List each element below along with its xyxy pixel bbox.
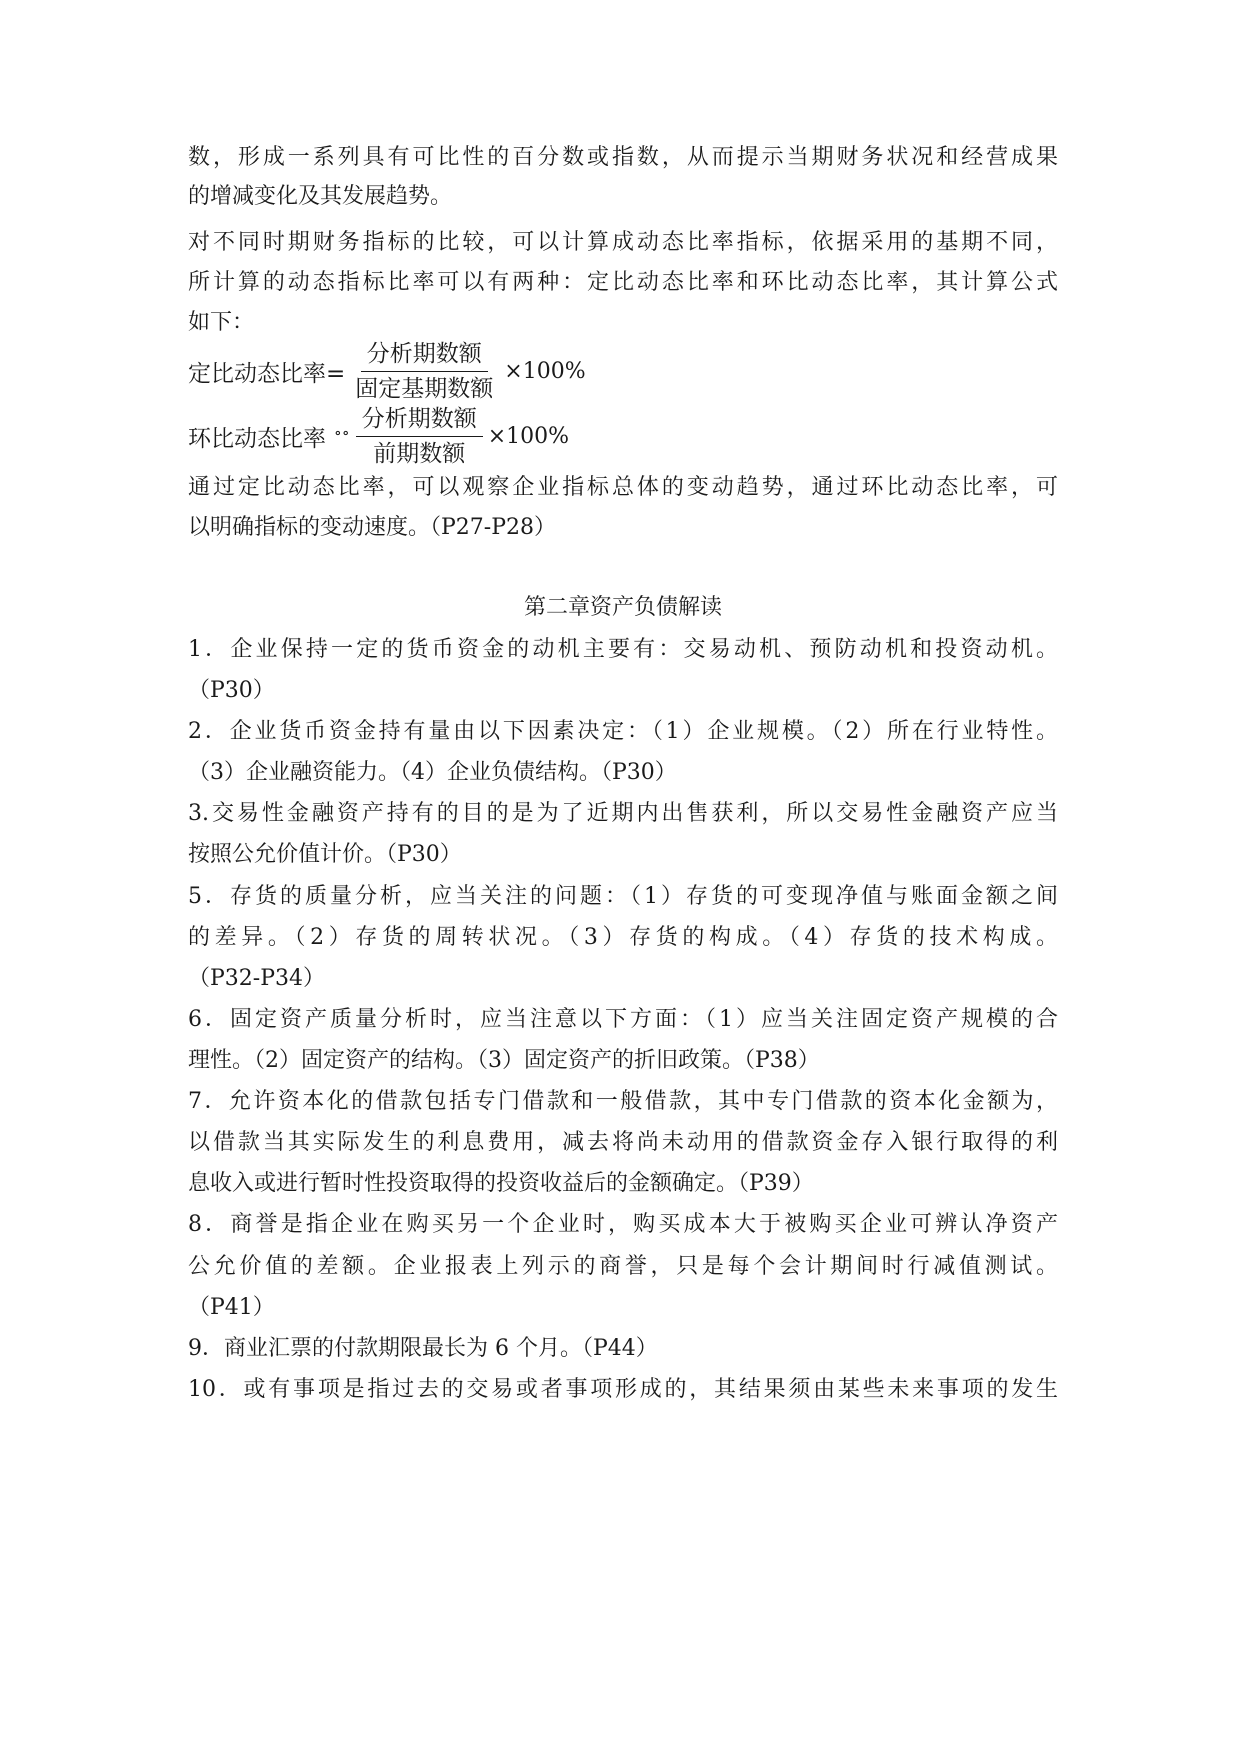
formula-fraction [356,405,483,468]
paragraph-line: 数，形成一系列具有可比性的百分数或指数，从而提示当期财务状况和经营成果 [188,145,1058,170]
list-line: 8．商誉是指企业在购买另一个企业时，购买成本大于被购买企业可辨认净资产 [188,1212,1058,1237]
list-line: 6．固定资产质量分析时，应当注意以下方面：（1）应当关注固定资产规模的合 [188,1007,1058,1032]
list-line: 9．商业汇票的付款期限最长为 6 个月。（P44） [188,1336,658,1361]
paragraph-line: 以明确指标的变动速度。（P27-P28） [188,515,557,540]
chapter-title: 第二章资产负债解读 [523,595,722,620]
list-line: 5．存货的质量分析，应当关注的问题：（1）存货的可变现净值与账面金额之间 [188,884,1058,909]
formula-glyph: ∘∘ [334,422,350,442]
formula-numerator: 分析期数额 [361,340,488,372]
list-line: 10．或有事项是指过去的交易或者事项形成的，其结果须由某些未来事项的发生 [188,1377,1058,1402]
list-line: （3）企业融资能力。（4）企业负债结构。（P30） [188,760,677,785]
list-line: （P32-P34） [188,966,326,991]
paragraph-line: 通过定比动态比率，可以观察企业指标总体的变动趋势，通过环比动态比率，可 [188,475,1058,500]
formula-multiplier: ×100% [504,358,586,384]
paragraph-line: 所计算的动态指标比率可以有两种：定比动态比率和环比动态比率，其计算公式 [188,270,1058,295]
list-line: 1．企业保持一定的货币资金的动机主要有：交易动机、预防动机和投资动机。 [188,637,1058,662]
list-line: （P41） [188,1295,275,1320]
formula-fraction [349,340,499,403]
list-line: 理性。（2）固定资产的结构。（3）固定资产的折旧政策。（P38） [188,1048,820,1073]
paragraph-line: 如下： [188,310,255,335]
formula-numerator: 分析期数额 [356,405,483,437]
paragraph-line: 的增减变化及其发展趋势。 [188,184,453,209]
chain-ratio-formula [188,401,569,471]
list-line: （P30） [188,678,275,703]
list-line: 2．企业货币资金持有量由以下因素决定：（1）企业规模。（2）所在行业特性。 [188,719,1058,744]
list-line: 公允价值的差额。企业报表上列示的商誉，只是每个会计期间时行减值测试。 [188,1254,1058,1279]
list-line: 3.交易性金融资产持有的目的是为了近期内出售获利，所以交易性金融资产应当 [188,801,1058,826]
formula-label: 环比动态比率 [188,425,326,452]
paragraph-line: 对不同时期财务指标的比较，可以计算成动态比率指标，依据采用的基期不同， [188,230,1058,255]
list-line: 7．允许资本化的借款包括专门借款和一般借款，其中专门借款的资本化金额为， [188,1089,1058,1114]
list-line: 的差异。（2）存货的周转状况。（3）存货的构成。（4）存货的技术构成。 [188,925,1058,950]
fixed-base-ratio-formula [188,336,586,406]
list-line: 以借款当其实际发生的利息费用，减去将尚未动用的借款资金存入银行取得的利 [188,1130,1058,1155]
formula-label: 定比动态比率= [188,360,346,387]
formula-multiplier: ×100% [487,423,570,449]
formula-denominator: 固定基期数额 [355,375,494,402]
list-line: 按照公允价值计价。（P30） [188,842,462,867]
formula-denominator: 前期数额 [373,440,466,467]
list-line: 息收入或进行暂时性投资取得的投资收益后的金额确定。（P39） [188,1171,814,1196]
